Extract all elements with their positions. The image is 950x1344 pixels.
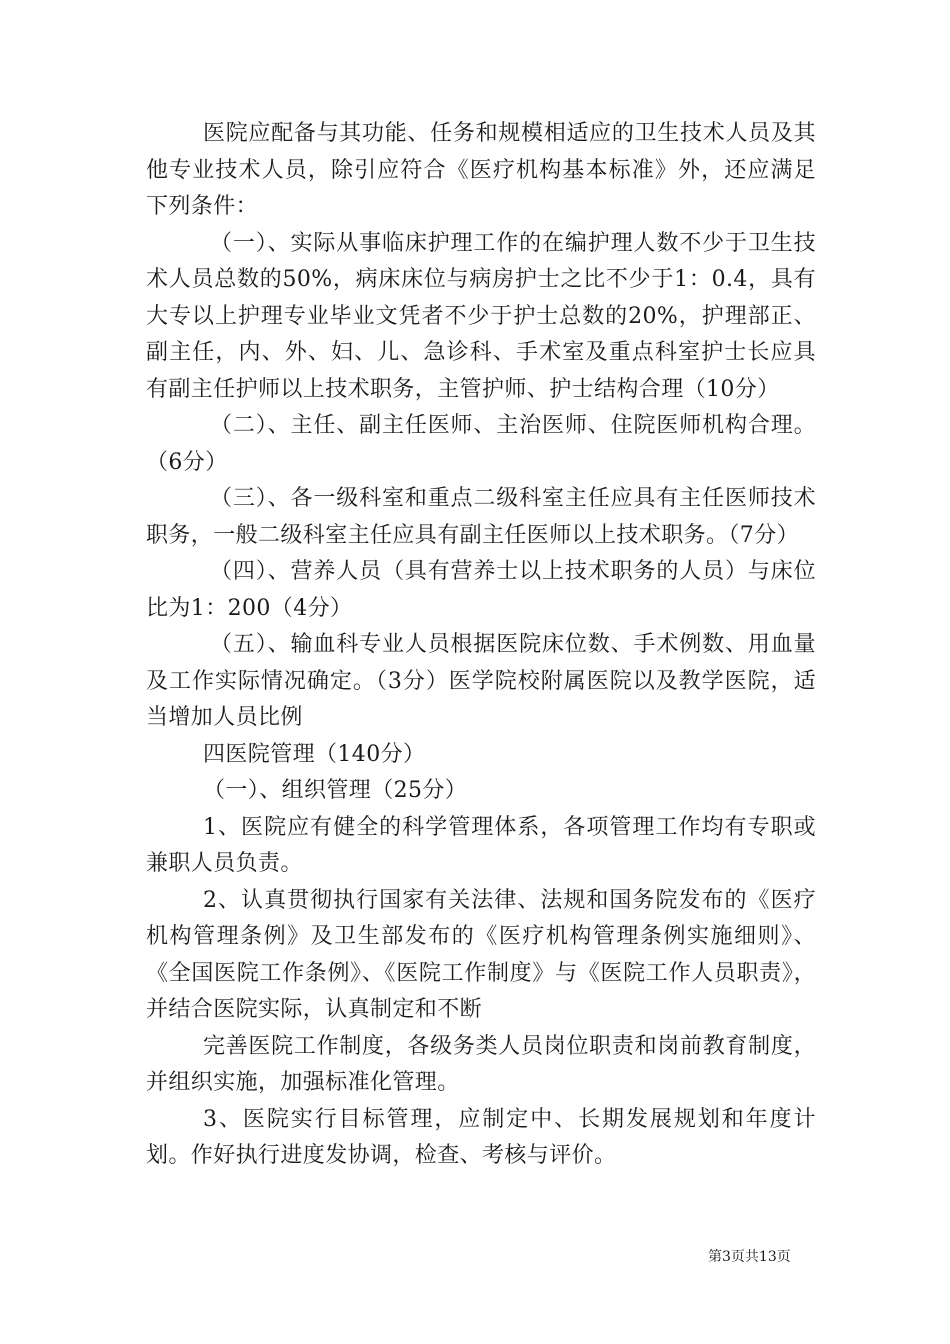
paragraph-blood-transfusion: （五）、输血科专业人员根据医院床位数、手术例数、用血量及工作实际情况确定。（3分）医学院校附属医院以及教学医院，适当增加人员比例 xyxy=(146,632,816,730)
paragraph-physician-structure: （二）、主任、副主任医师、主治医师、住院医师机构合理。（6分） xyxy=(146,413,816,475)
subsection-heading-organization: （一）、组织管理（25分） xyxy=(203,778,468,803)
paragraph-item-2-continued: 完善医院工作制度，各级务类人员岗位职责和岗前教育制度，并组织实施，加强标准化管理。 xyxy=(146,1033,816,1095)
paragraph-staffing-intro: 医院应配备与其功能、任务和规模相适应的卫生技术人员及其他专业技术人员，除引应符合《医疗机构基本标准》外，还应满足下列条件： xyxy=(146,121,816,219)
document-body xyxy=(146,116,816,1175)
section-heading-hospital-management: 四医院管理（140分） xyxy=(203,741,426,767)
page-number-footer: 第3页共13页 xyxy=(708,1249,791,1265)
paragraph-item-2: 2、认真贯彻执行国家有关法律、法规和国务院发布的《医疗机构管理条例》及卫生部发布的《医疗机构管理条例实施细则》、《全国医院工作条例》、《医院工作制度》与《医院工作人员职责》，并结合医院实际，认真制定和不断 xyxy=(146,887,816,1022)
paragraph-nutrition-staff: （四）、营养人员（具有营养士以上技术职务的人员）与床位比为1：200（4分） xyxy=(146,559,816,621)
paragraph-nursing-staff: （一）、实际从事临床护理工作的在编护理人数不少于卫生技术人员总数的50%，病床床位与病房护士之比不少于1：0.4，具有大专以上护理专业毕业文凭者不少于护士总数的20%，护理部正、副主任，内、外、妇、儿、急诊科、手术室及重点科室护士长应具有副主任护师以上技术职务，主管护师、护士结构合理（10分） xyxy=(146,230,816,402)
paragraph-item-3: 3、医院实行目标管理，应制定中、长期发展规划和年度计划。作好执行进度发协调，检查、考核与评价。 xyxy=(146,1106,816,1168)
paragraph-item-1: 1、医院应有健全的科学管理体系，各项管理工作均有专职或兼职人员负责。 xyxy=(146,814,816,876)
paragraph-department-heads: （三）、各一级科室和重点二级科室主任应具有主任医师技术职务，一般二级科室主任应具有副主任医师以上技术职务。（7分） xyxy=(146,486,816,548)
